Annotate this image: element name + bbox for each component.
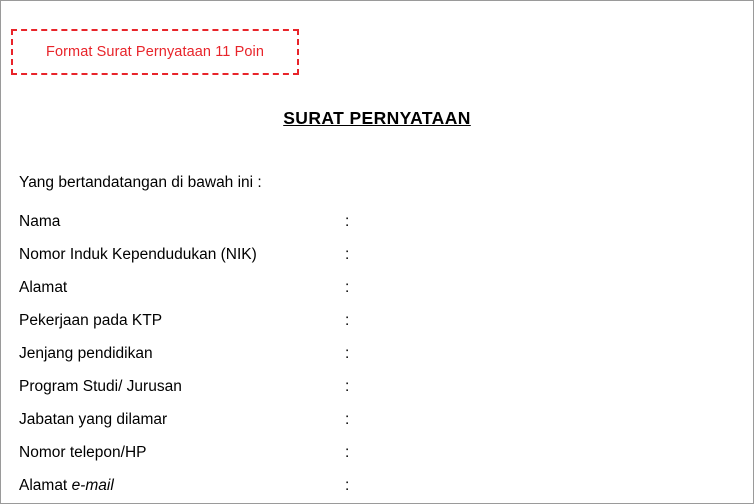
field-colon: :	[345, 477, 350, 494]
field-label: Jabatan yang dilamar	[19, 411, 168, 428]
list-item	[19, 345, 753, 378]
field-colon: :	[345, 378, 350, 395]
callout-box	[11, 29, 299, 75]
field-colon: :	[345, 411, 350, 428]
field-label-email: Alamat e-mail	[19, 477, 114, 494]
field-colon: :	[345, 312, 350, 329]
field-colon: :	[345, 213, 350, 230]
list-item	[19, 411, 753, 444]
field-label: Nomor Induk Kependudukan (NIK)	[19, 246, 257, 263]
intro-text: Yang bertandatangan di bawah ini :	[19, 174, 262, 191]
callout-label: Format Surat Pernyataan 11 Poin	[45, 44, 265, 60]
page-title: SURAT PERNYATAAN	[283, 108, 471, 128]
list-item	[19, 213, 753, 246]
list-item	[19, 246, 753, 279]
field-label: Alamat	[19, 279, 68, 296]
list-item	[19, 444, 753, 477]
field-colon: :	[345, 279, 350, 296]
field-label: Nama	[19, 213, 61, 230]
field-label: Program Studi/ Jurusan	[19, 378, 182, 395]
list-item	[19, 477, 753, 504]
field-colon: :	[345, 246, 350, 263]
list-item	[19, 378, 753, 411]
field-list	[19, 213, 753, 504]
list-item	[19, 312, 753, 345]
document-body	[1, 1, 753, 503]
field-label: Pekerjaan pada KTP	[19, 312, 163, 329]
field-label: Jenjang pendidikan	[19, 345, 153, 362]
field-colon: :	[345, 444, 350, 461]
field-colon: :	[345, 345, 350, 362]
field-label: Nomor telepon/HP	[19, 444, 147, 461]
list-item	[19, 279, 753, 312]
